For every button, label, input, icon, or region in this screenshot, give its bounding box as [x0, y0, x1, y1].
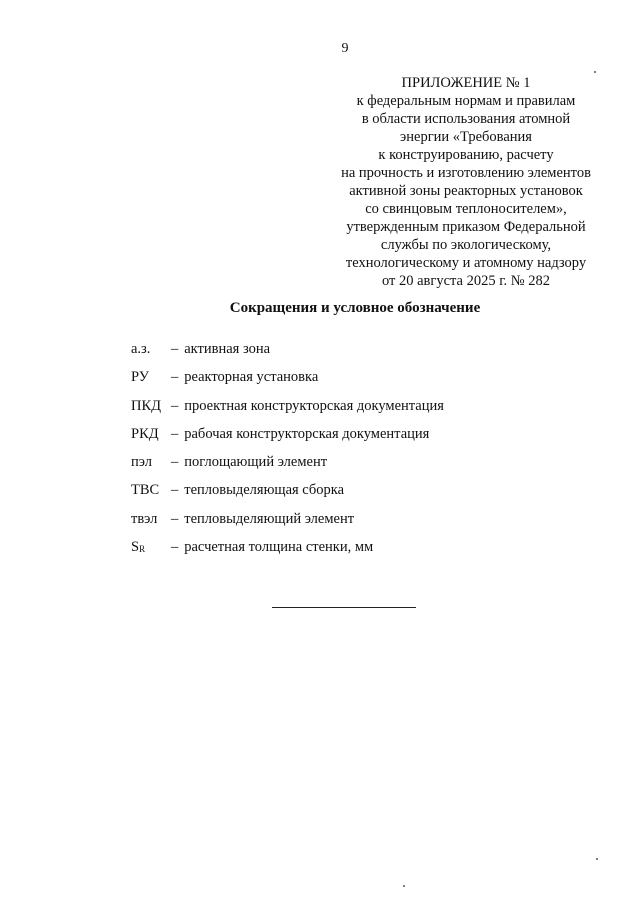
- annex-title: ПРИЛОЖЕНИЕ № 1: [401, 75, 531, 91]
- abbreviation-row: [131, 539, 551, 567]
- page-number: 9: [341, 41, 349, 56]
- abbreviation-term: пэл: [131, 454, 152, 471]
- abbreviation-dash: –: [171, 369, 179, 386]
- abbreviation-definition: расчетная толщина стенки, мм: [184, 539, 374, 556]
- abbreviation-definition: проектная конструкторская документация: [184, 397, 444, 414]
- abbreviation-list: [131, 341, 551, 567]
- abbreviation-row: [131, 426, 551, 454]
- abbreviation-definition: тепловыделяющий элемент: [184, 510, 355, 527]
- abbreviation-row: [131, 369, 551, 397]
- annex-line: утвержденным приказом Федеральной: [346, 219, 586, 235]
- abbreviation-term: а.з.: [131, 341, 151, 357]
- abbreviation-definition: поглощающий элемент: [184, 454, 328, 471]
- abbreviation-row: [131, 398, 551, 426]
- abbreviation-term-symbol: [131, 539, 169, 556]
- annex-line: со свинцовым теплоносителем»,: [365, 201, 567, 217]
- abbreviation-dash: –: [171, 397, 179, 414]
- annex-line: энергии «Требования: [400, 129, 532, 145]
- annex-line: в области использования атомной: [361, 111, 571, 127]
- abbreviation-definition: активная зона: [184, 341, 271, 357]
- section-heading: Сокращения и условное обозначение: [229, 300, 481, 316]
- abbreviation-dash: –: [171, 539, 179, 556]
- symbol-subscript: R: [139, 544, 146, 555]
- symbol-letter: S: [131, 539, 140, 556]
- scan-speck: [596, 858, 598, 860]
- abbreviation-term: ТВС: [131, 482, 160, 499]
- annex-line: на прочность и изготовлению элементов: [341, 165, 591, 181]
- abbreviation-definition: реакторная установка: [184, 369, 319, 386]
- abbreviation-term: РУ: [131, 369, 149, 386]
- abbreviation-dash: –: [171, 341, 179, 357]
- abbreviation-definition: тепловыделяющая сборка: [184, 482, 345, 499]
- annex-line: службы по экологическому,: [380, 237, 552, 253]
- abbreviation-row: [131, 511, 551, 539]
- abbreviation-term: твэл: [131, 510, 158, 527]
- annex-line: к конструированию, расчету: [378, 147, 554, 163]
- abbreviation-term: РКД: [131, 425, 159, 442]
- abbreviation-row: [131, 341, 551, 369]
- annex-header: [331, 74, 601, 290]
- abbreviation-row: [131, 482, 551, 510]
- annex-line: от 20 августа 2025 г. № 282: [381, 273, 551, 289]
- abbreviation-dash: –: [171, 454, 179, 471]
- annex-line: технологическому и атомному надзору: [345, 255, 587, 271]
- abbreviation-row: [131, 454, 551, 482]
- abbreviation-term: ПКД: [131, 397, 162, 414]
- scan-speck: [594, 71, 596, 73]
- annex-line: к федеральным нормам и правилам: [356, 93, 576, 109]
- abbreviation-dash: –: [171, 482, 179, 499]
- scan-speck: [403, 885, 405, 887]
- annex-line: активной зоны реакторных установок: [349, 183, 583, 199]
- closing-rule: [272, 607, 416, 608]
- abbreviation-dash: –: [171, 510, 179, 527]
- abbreviation-definition: рабочая конструкторская документация: [184, 425, 430, 442]
- abbreviation-dash: –: [171, 425, 179, 442]
